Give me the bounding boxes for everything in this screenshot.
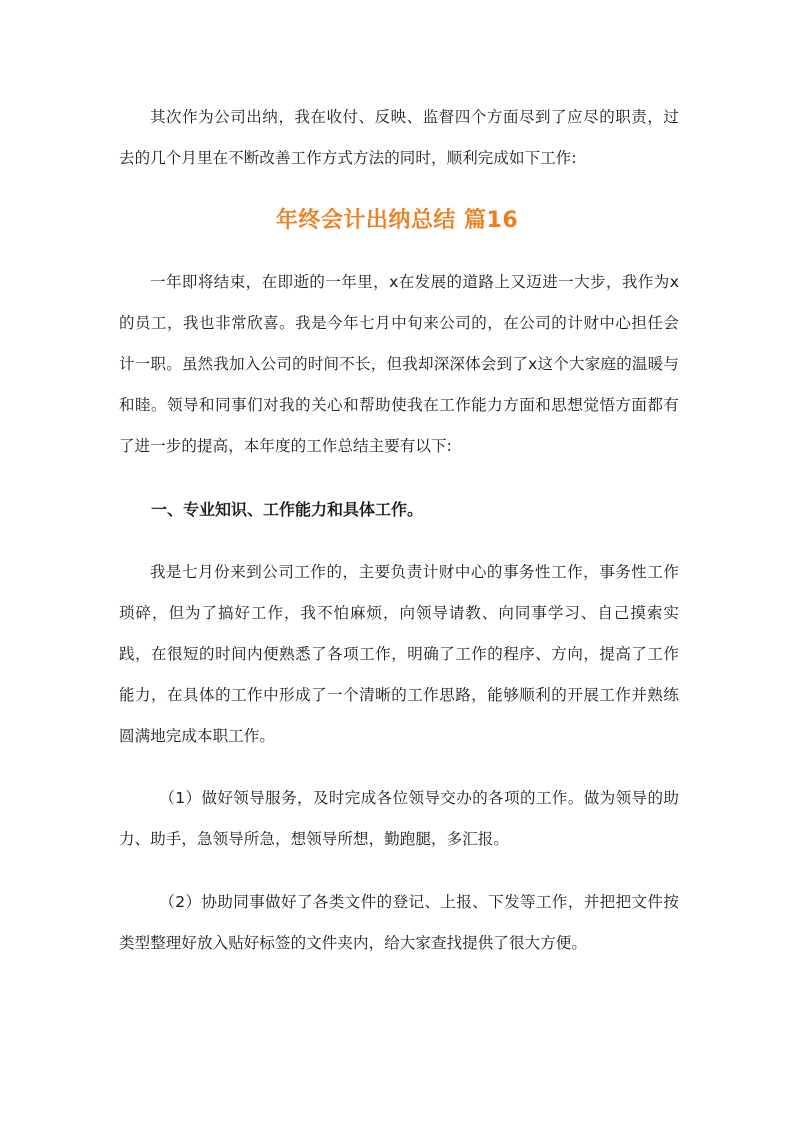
list-item-1: （1）做好领导服务，及时完成各位领导交办的各项的工作。做为领导的助力、助手，急领导所急，想领导所想，勤跑腿，多汇报。 <box>119 789 679 848</box>
intro-paragraph: 其次作为公司出纳，我在收付、反映、监督四个方面尽到了应尽的职责，过去的几个月里在不断改善工作方式方法的同时，顺利完成如下工作: <box>119 108 679 167</box>
paragraph-1: 一年即将结束，在即逝的一年里，x在发展的道路上又迈进一大步，我作为x的员工，我也非常欣喜。我是今年七月中旬来公司的，在公司的计财中心担任会计一职。虽然我加入公司的时间不长，但我却深深体会到了x这个大家庭的温暖与和睦。领导和同事们对我的关心和帮助使我在工作能力方面和思想觉悟方面都有了进一步的提高，本年度的工作总结主要有以下: <box>119 273 679 455</box>
document-title: 年终会计出纳总结 篇16 <box>275 208 519 233</box>
section-heading: 一、专业知识、工作能力和具体工作。 <box>151 500 424 519</box>
list-item-2: （2）协助同事做好了各类文件的登记、上报、下发等工作，并把把文件按类型整理好放入贴好标签的文件夹内，给大家查找提供了很大方便。 <box>119 893 679 952</box>
paragraph-2: 我是七月份来到公司工作的，主要负责计财中心的事务性工作，事务性工作琐碎，但为了搞好工作，我不怕麻烦，向领导请教、向同事学习、自己摸索实践，在很短的时间内便熟悉了各项工作，明确了工作的程序、方向，提高了工作能力，在具体的工作中形成了一个清晰的工作思路，能够顺利的开展工作并熟练圆满地完成本职工作。 <box>119 563 679 745</box>
